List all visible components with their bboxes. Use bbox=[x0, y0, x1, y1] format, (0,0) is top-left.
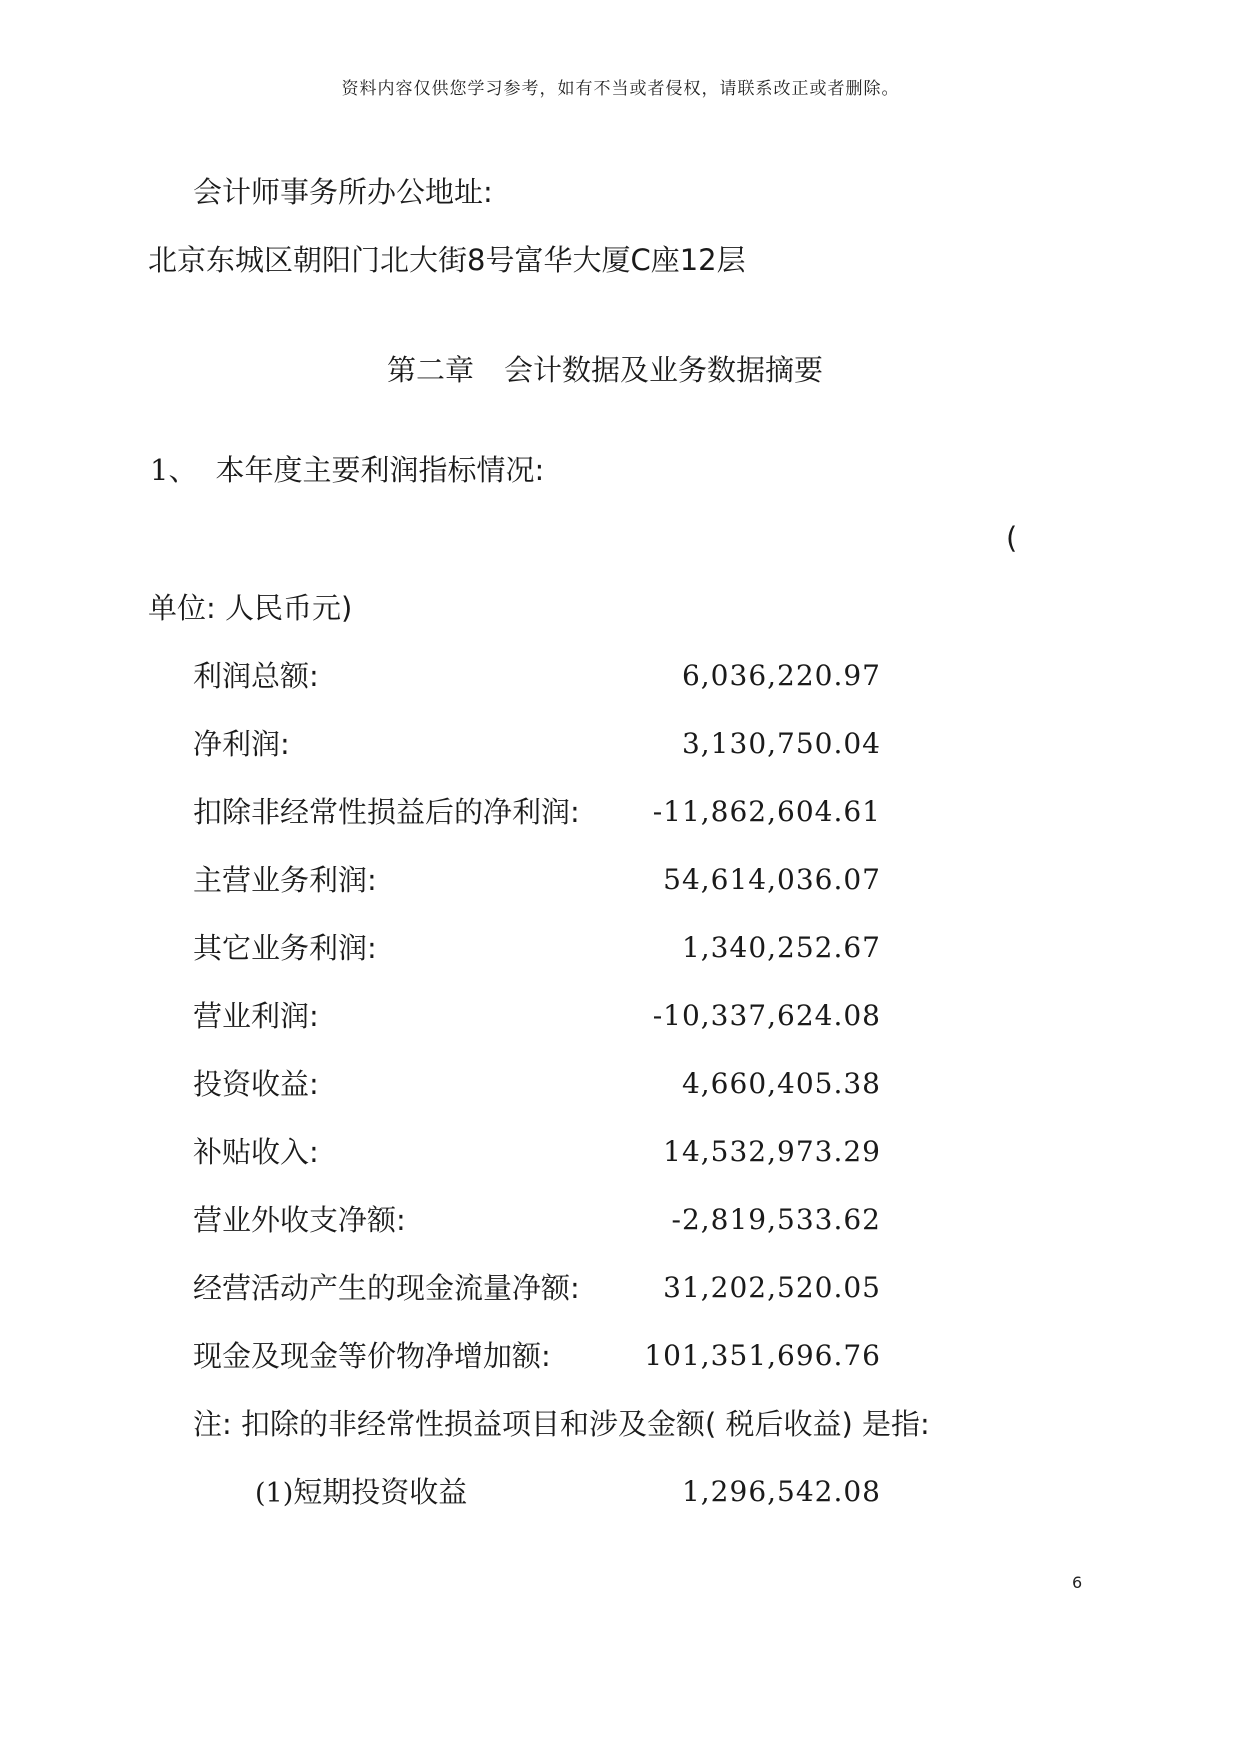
indicator-value: 4,660,405.38 bbox=[681, 1067, 881, 1100]
unit-open-paren: ( bbox=[1006, 521, 1018, 555]
indicator-value: 14,532,973.29 bbox=[663, 1135, 881, 1168]
indicator-row bbox=[193, 724, 893, 764]
section-number: 1、 bbox=[150, 453, 198, 487]
indicator-row bbox=[193, 860, 893, 900]
indicator-row bbox=[193, 1064, 893, 1104]
indicator-label: 投资收益: bbox=[193, 1067, 319, 1101]
indicator-value: 1,340,252.67 bbox=[681, 931, 881, 964]
indicator-value: 54,614,036.07 bbox=[663, 863, 881, 896]
note-item-value: 1,296,542.08 bbox=[681, 1475, 881, 1508]
indicator-label: 补贴收入: bbox=[193, 1135, 319, 1169]
note-item-label bbox=[255, 1472, 467, 1514]
indicator-value: 31,202,520.05 bbox=[663, 1271, 881, 1304]
section-title: 本年度主要利润指标情况: bbox=[215, 453, 545, 487]
note-item-row bbox=[255, 1472, 893, 1512]
indicator-row bbox=[193, 1336, 893, 1376]
indicator-label: 经营活动产生的现金流量净额: bbox=[193, 1271, 580, 1305]
indicator-label: 主营业务利润: bbox=[193, 863, 377, 897]
indicator-label: 营业外收支净额: bbox=[193, 1203, 406, 1237]
chapter-title: 会计数据及业务数据摘要 bbox=[504, 353, 824, 387]
indicator-label: 净利润: bbox=[193, 727, 290, 761]
indicator-label: 扣除非经常性损益后的净利润: bbox=[193, 795, 580, 829]
indicator-value: 3,130,750.04 bbox=[681, 727, 881, 760]
indicator-value: 101,351,696.76 bbox=[644, 1339, 881, 1372]
indicator-label: 现金及现金等价物净增加额: bbox=[193, 1339, 551, 1373]
disclaimer-header: 资料内容仅供您学习参考，如有不当或者侵权，请联系改正或者删除。 bbox=[341, 79, 900, 99]
chapter-number: 第二章 bbox=[387, 353, 475, 387]
indicator-row bbox=[193, 656, 893, 696]
indicator-value: 6,036,220.97 bbox=[681, 659, 881, 692]
note-text: 注: 扣除的非经常性损益项目和涉及金额( 税后收益) 是指: bbox=[193, 1407, 930, 1441]
note-item-text: 短期投资收益 bbox=[293, 1475, 468, 1509]
address-label: 会计师事务所办公地址: bbox=[193, 175, 493, 209]
chapter-heading bbox=[387, 350, 823, 390]
indicator-row bbox=[193, 996, 893, 1036]
section-heading bbox=[150, 450, 544, 490]
unit-label: 单位: 人民币元) bbox=[148, 591, 353, 625]
indicator-row bbox=[193, 792, 893, 832]
indicator-row bbox=[193, 1132, 893, 1172]
indicator-value: -11,862,604.61 bbox=[652, 795, 881, 828]
indicator-value: -2,819,533.62 bbox=[671, 1203, 881, 1236]
page-number: 6 bbox=[1072, 1573, 1083, 1592]
indicator-row bbox=[193, 928, 893, 968]
indicator-label: 营业利润: bbox=[193, 999, 319, 1033]
indicator-row bbox=[193, 1268, 893, 1308]
address-value: 北京东城区朝阳门北大街8号富华大厦C座12层 bbox=[148, 243, 746, 277]
indicator-label: 其它业务利润: bbox=[193, 931, 377, 965]
indicator-value: -10,337,624.08 bbox=[652, 999, 881, 1032]
indicator-label: 利润总额: bbox=[193, 659, 319, 693]
indicator-row bbox=[193, 1200, 893, 1240]
note-item-number: (1) bbox=[255, 1478, 294, 1509]
